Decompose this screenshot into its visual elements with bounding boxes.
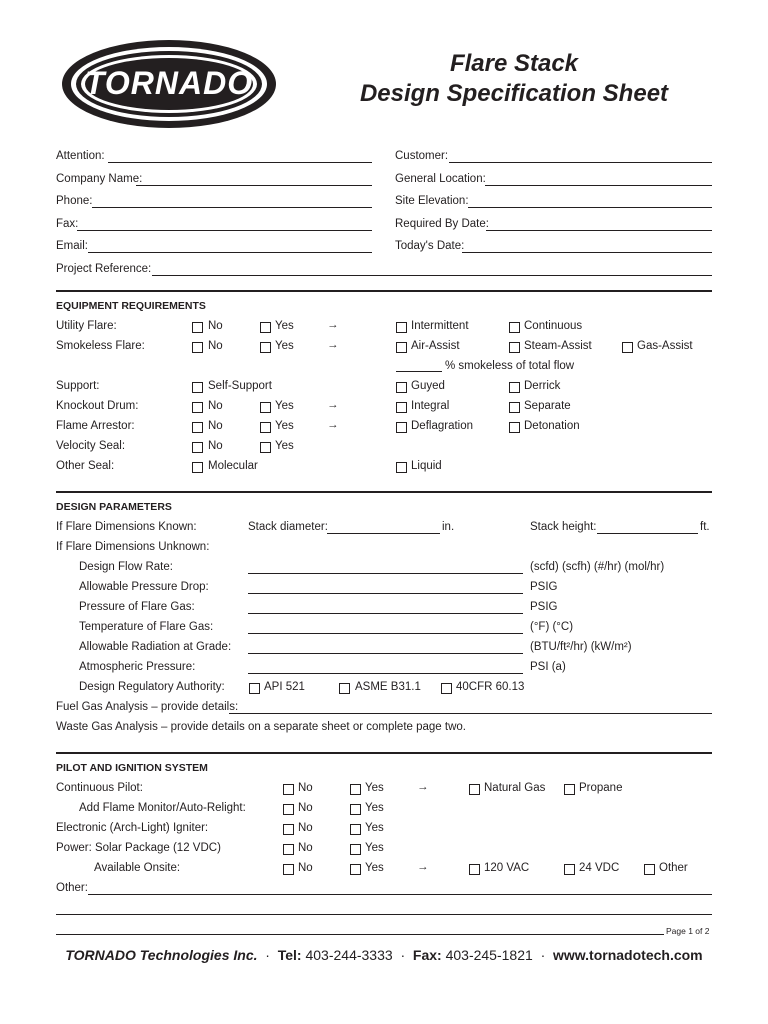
todays-date-field[interactable] — [462, 252, 712, 253]
stack-diameter-label: Stack diameter: — [248, 521, 328, 533]
vac120-checkbox[interactable] — [469, 864, 480, 875]
monitor-no-checkbox[interactable] — [283, 804, 294, 815]
page-rule — [56, 934, 664, 935]
igniter-label: Electronic (Arch-Light) Igniter: — [56, 822, 209, 834]
guyed-label: Guyed — [411, 380, 445, 392]
title-line1: Flare Stack — [449, 50, 579, 77]
required-date-label: Required By Date: — [395, 218, 489, 230]
pilot-heading: PILOT AND IGNITION SYSTEM — [56, 762, 208, 774]
other-label: Other: — [56, 882, 88, 894]
intermittent-label: Intermittent — [411, 320, 469, 332]
logo-text: TORNADO — [84, 65, 254, 101]
pressure-drop-field[interactable] — [248, 593, 523, 594]
utility-no-label: No — [208, 320, 223, 332]
molecular-label: Molecular — [208, 460, 258, 472]
waste-gas-label: Waste Gas Analysis – provide details on a separate sheet or complete page two. — [56, 721, 466, 733]
arrow-icon: → — [327, 339, 339, 351]
self-support-checkbox[interactable] — [192, 382, 203, 393]
solar-yes-checkbox[interactable] — [350, 844, 361, 855]
knockout-yes-label: Yes — [275, 400, 294, 412]
continuous-checkbox[interactable] — [509, 322, 520, 333]
onsite-no-checkbox[interactable] — [283, 864, 294, 875]
arrow-icon: → — [327, 319, 339, 331]
fax-field[interactable] — [77, 230, 372, 231]
stack-height-label: Stack height: — [530, 521, 597, 533]
monitor-no-label: No — [298, 802, 313, 814]
self-support-label: Self-Support — [208, 380, 272, 392]
unknown-label: If Flare Dimensions Unknown: — [56, 541, 210, 553]
power-label: Power: Solar Package (12 VDC) — [56, 842, 221, 854]
arrow-icon: → — [417, 861, 429, 873]
elevation-field[interactable] — [468, 207, 712, 208]
psig-unit: PSIG — [530, 601, 558, 613]
radiation-field[interactable] — [248, 653, 523, 654]
molecular-checkbox[interactable] — [192, 462, 203, 473]
smokeless-pct-label: % smokeless of total flow — [445, 360, 575, 372]
igniter-yes-checkbox[interactable] — [350, 824, 361, 835]
email-label: Email: — [56, 240, 88, 252]
pilot-yes-checkbox[interactable] — [350, 784, 361, 795]
attention-field[interactable] — [108, 162, 372, 163]
arrow-icon: → — [327, 399, 339, 411]
footer-tel-label: Tel: — [277, 947, 302, 963]
velocity-label: Velocity Seal: — [56, 440, 126, 452]
cfr-checkbox[interactable] — [441, 683, 452, 694]
derrick-checkbox[interactable] — [509, 382, 520, 393]
email-field[interactable] — [88, 252, 372, 253]
arrestor-label: Flame Arrestor: — [56, 420, 135, 432]
divider — [56, 290, 712, 292]
atmospheric-label: Atmospheric Pressure: — [79, 661, 196, 673]
monitor-yes-checkbox[interactable] — [350, 804, 361, 815]
temperature-field[interactable] — [248, 633, 523, 634]
temperature-label: Temperature of Flare Gas: — [79, 621, 214, 633]
igniter-yes-label: Yes — [365, 822, 384, 834]
vdc24-checkbox[interactable] — [564, 864, 575, 875]
velocity-yes-label: Yes — [275, 440, 294, 452]
atmospheric-field[interactable] — [248, 673, 523, 674]
stack-height-field[interactable] — [597, 533, 698, 534]
required-date-field[interactable] — [486, 230, 712, 231]
onsite-label: Available Onsite: — [94, 862, 181, 874]
pilot-no-label: No — [298, 782, 313, 794]
arrow-icon: → — [417, 781, 429, 793]
velocity-yes-checkbox[interactable] — [260, 442, 271, 453]
phone-field[interactable] — [92, 207, 372, 208]
vac120-label: 120 VAC — [484, 862, 530, 874]
vdc24-label: 24 VDC — [579, 862, 620, 874]
separate-checkbox[interactable] — [509, 402, 520, 413]
footer-fax: 403-245-1821 — [445, 947, 533, 963]
detonation-checkbox[interactable] — [509, 422, 520, 433]
smokeless-no-label: No — [208, 340, 223, 352]
utility-yes-checkbox[interactable] — [260, 322, 271, 333]
propane-checkbox[interactable] — [564, 784, 575, 795]
psig-unit: PSIG — [530, 581, 558, 593]
air-assist-label: Air-Assist — [411, 340, 460, 352]
propane-label: Propane — [579, 782, 623, 794]
asme-label: ASME B31.1 — [355, 681, 421, 693]
design-heading: DESIGN PARAMETERS — [56, 501, 172, 513]
authority-label: Design Regulatory Authority: — [79, 681, 225, 693]
footer-tel: 403-244-3333 — [305, 947, 393, 963]
igniter-no-label: No — [298, 822, 313, 834]
pilot-no-checkbox[interactable] — [283, 784, 294, 795]
liquid-checkbox[interactable] — [396, 462, 407, 473]
location-label: General Location: — [395, 173, 486, 185]
divider — [56, 752, 712, 754]
guyed-checkbox[interactable] — [396, 382, 407, 393]
velocity-no-checkbox[interactable] — [192, 442, 203, 453]
smokeless-yes-label: Yes — [275, 340, 294, 352]
intermittent-checkbox[interactable] — [396, 322, 407, 333]
solar-no-label: No — [298, 842, 313, 854]
location-field[interactable] — [485, 185, 712, 186]
fuel-gas-label: Fuel Gas Analysis – provide details: — [56, 701, 239, 713]
knockout-no-checkbox[interactable] — [192, 402, 203, 413]
integral-checkbox[interactable] — [396, 402, 407, 413]
project-field[interactable] — [152, 275, 712, 276]
onsite-yes-checkbox[interactable] — [350, 864, 361, 875]
arrow-icon: → — [327, 419, 339, 431]
psia-unit: PSI (a) — [530, 661, 566, 673]
stack-diameter-field[interactable] — [327, 533, 440, 534]
customer-field[interactable] — [449, 162, 712, 163]
tornado-logo — [60, 38, 278, 130]
radiation-label: Allowable Radiation at Grade: — [79, 641, 232, 653]
knockout-label: Knockout Drum: — [56, 400, 139, 412]
deflagration-label: Deflagration — [411, 420, 474, 432]
arrestor-yes-label: Yes — [275, 420, 294, 432]
smokeless-no-checkbox[interactable] — [192, 342, 203, 353]
todays-date-label: Today's Date: — [395, 240, 465, 252]
monitor-yes-label: Yes — [365, 802, 384, 814]
solar-yes-label: Yes — [365, 842, 384, 854]
arrestor-yes-checkbox[interactable] — [260, 422, 271, 433]
other-power-label: Other — [659, 862, 688, 874]
asme-checkbox[interactable] — [339, 683, 350, 694]
continuous-pilot-label: Continuous Pilot: — [56, 782, 143, 794]
footer-dot: · — [540, 947, 546, 963]
footer-fax-label: Fax: — [412, 947, 442, 963]
footer-dot: · — [265, 947, 270, 963]
other-field-line2[interactable] — [56, 914, 712, 915]
footer-dot: · — [400, 947, 406, 963]
utility-yes-label: Yes — [275, 320, 294, 332]
deflagration-checkbox[interactable] — [396, 422, 407, 433]
other-power-checkbox[interactable] — [644, 864, 655, 875]
company-label: Company Name: — [56, 173, 143, 185]
smokeless-label: Smokeless Flare: — [56, 340, 145, 352]
utility-no-checkbox[interactable] — [192, 322, 203, 333]
equipment-heading: EQUIPMENT REQUIREMENTS — [56, 300, 206, 312]
onsite-no-label: No — [298, 862, 313, 874]
divider — [56, 491, 712, 493]
cfr-label: 40CFR 60.13 — [456, 681, 525, 693]
footer-website-link[interactable]: www.tornadotech.com — [553, 947, 703, 963]
integral-label: Integral — [411, 400, 450, 412]
separate-label: Separate — [524, 400, 571, 412]
known-label: If Flare Dimensions Known: — [56, 521, 197, 533]
footer-company: TORNADO Technologies Inc. — [65, 947, 258, 963]
gas-assist-label: Gas-Assist — [637, 340, 693, 352]
api-checkbox[interactable] — [249, 683, 260, 694]
knockout-yes-checkbox[interactable] — [260, 402, 271, 413]
other-seal-label: Other Seal: — [56, 460, 115, 472]
continuous-label: Continuous — [524, 320, 583, 332]
pressure-gas-field[interactable] — [248, 613, 523, 614]
onsite-yes-label: Yes — [365, 862, 384, 874]
other-field[interactable] — [88, 894, 712, 895]
flow-rate-label: Design Flow Rate: — [79, 561, 173, 573]
pilot-yes-label: Yes — [365, 782, 384, 794]
ft-unit: ft. — [700, 521, 710, 533]
steam-assist-checkbox[interactable] — [509, 342, 520, 353]
detonation-label: Detonation — [524, 420, 580, 432]
page-number: Page 1 of 2 — [666, 926, 710, 936]
pressure-gas-label: Pressure of Flare Gas: — [79, 601, 195, 613]
customer-label: Customer: — [395, 150, 449, 162]
pressure-drop-label: Allowable Pressure Drop: — [79, 581, 209, 593]
in-unit: in. — [442, 521, 455, 533]
arrestor-no-checkbox[interactable] — [192, 422, 203, 433]
flow-rate-field[interactable] — [248, 573, 523, 574]
solar-no-checkbox[interactable] — [283, 844, 294, 855]
velocity-no-label: No — [208, 440, 223, 452]
utility-label: Utility Flare: — [56, 320, 117, 332]
natural-gas-checkbox[interactable] — [469, 784, 480, 795]
derrick-label: Derrick — [524, 380, 561, 392]
air-assist-checkbox[interactable] — [396, 342, 407, 353]
temp-units: (°F) (°C) — [530, 621, 574, 633]
steam-assist-label: Steam-Assist — [524, 340, 592, 352]
fax-label: Fax: — [56, 218, 79, 230]
attention-label: Attention: — [56, 150, 105, 162]
phone-label: Phone: — [56, 195, 93, 207]
arrestor-no-label: No — [208, 420, 223, 432]
elevation-label: Site Elevation: — [395, 195, 469, 207]
smokeless-pct-field[interactable] — [396, 371, 442, 372]
title-line2: Design Specification Sheet — [359, 80, 669, 107]
gas-assist-checkbox[interactable] — [622, 342, 633, 353]
flame-monitor-label: Add Flame Monitor/Auto-Relight: — [79, 802, 246, 814]
knockout-no-label: No — [208, 400, 223, 412]
natural-gas-label: Natural Gas — [484, 782, 546, 794]
radiation-units: (BTU/ft²/hr) (kW/m²) — [530, 641, 632, 653]
support-label: Support: — [56, 380, 100, 392]
project-label: Project Reference: — [56, 263, 152, 275]
smokeless-yes-checkbox[interactable] — [260, 342, 271, 353]
api-label: API 521 — [264, 681, 305, 693]
company-field[interactable] — [136, 185, 372, 186]
flow-units: (scfd) (scfh) (#/hr) (mol/hr) — [530, 561, 665, 573]
liquid-label: Liquid — [411, 460, 442, 472]
footer — [0, 947, 768, 963]
igniter-no-checkbox[interactable] — [283, 824, 294, 835]
fuel-gas-field[interactable] — [229, 713, 712, 714]
